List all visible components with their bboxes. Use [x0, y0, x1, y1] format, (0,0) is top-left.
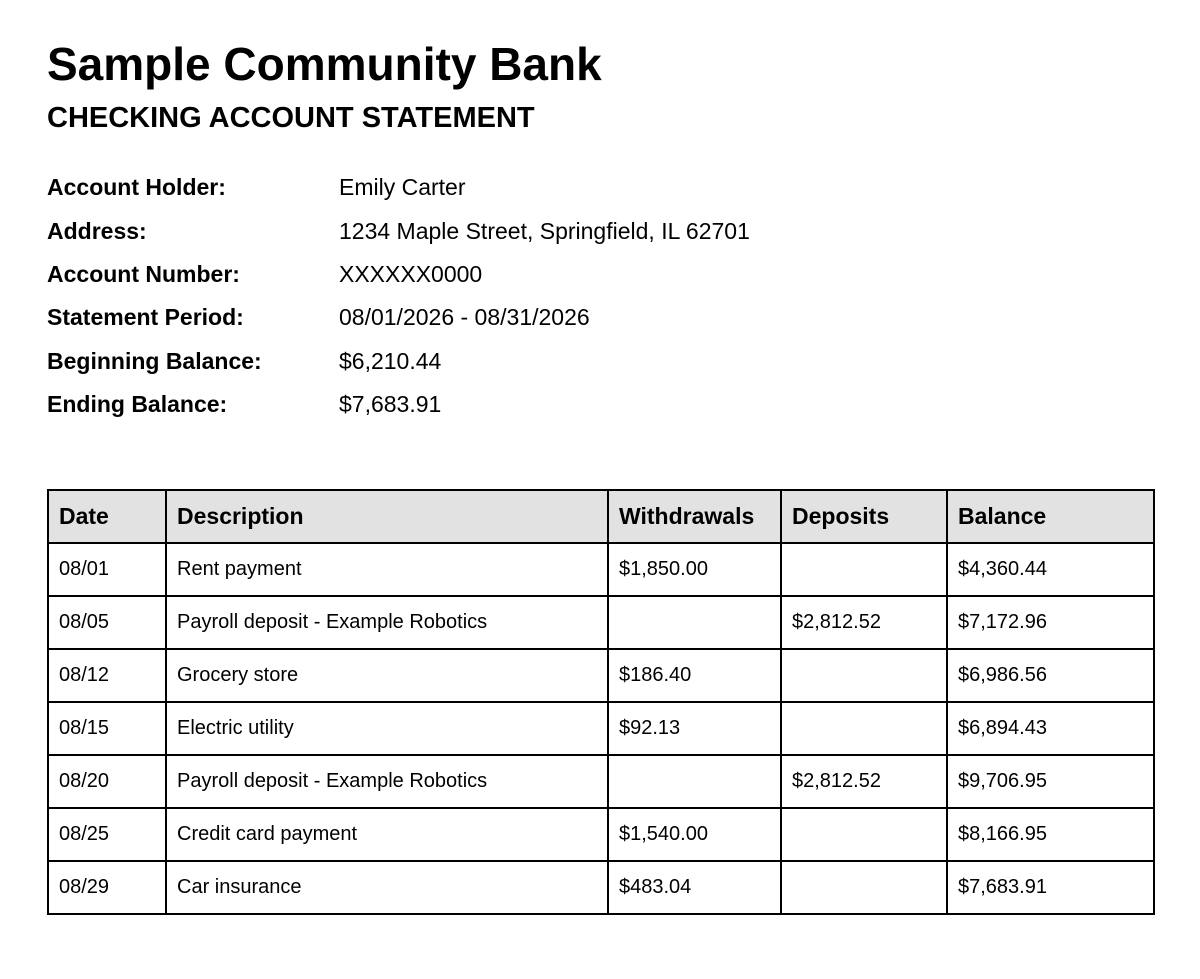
balance-cell: $8,166.95 [947, 808, 1154, 861]
date-cell: 08/25 [48, 808, 166, 861]
info-label: Statement Period: [47, 304, 244, 331]
table-row [48, 596, 1154, 649]
balance-cell: $9,706.95 [947, 755, 1154, 808]
account-holder-value: Emily Carter [339, 174, 466, 201]
balance-cell: $7,172.96 [947, 596, 1154, 649]
balance-cell: $4,360.44 [947, 543, 1154, 596]
date-cell: 08/20 [48, 755, 166, 808]
deposit-cell [781, 702, 947, 755]
info-row-statement-period [47, 296, 947, 339]
info-row-ending-balance [47, 383, 947, 426]
table-row [48, 649, 1154, 702]
info-label: Address: [47, 217, 147, 244]
date-cell: 08/12 [48, 649, 166, 702]
account-number-value: XXXXXX0000 [339, 260, 483, 287]
beginning-balance-value: $6,210.44 [339, 347, 442, 374]
deposit-cell: $2,812.52 [781, 755, 947, 808]
description-cell: Grocery store [166, 649, 608, 702]
bank-name: Sample Community Bank [47, 38, 602, 90]
deposit-cell: $2,812.52 [781, 596, 947, 649]
description-cell: Electric utility [166, 702, 608, 755]
deposit-cell [781, 808, 947, 861]
table-header-row [48, 490, 1154, 543]
info-label: Account Number: [47, 260, 240, 287]
table-row [48, 755, 1154, 808]
info-label: Beginning Balance: [47, 347, 262, 374]
account-info [47, 166, 947, 426]
balance-cell: $7,683.91 [947, 861, 1154, 914]
withdrawal-cell: $1,540.00 [608, 808, 781, 861]
withdrawal-cell: $483.04 [608, 861, 781, 914]
withdrawal-cell [608, 755, 781, 808]
column-header-deposits: Deposits [781, 490, 947, 543]
description-cell: Credit card payment [166, 808, 608, 861]
column-header-description: Description [166, 490, 608, 543]
table-row [48, 861, 1154, 914]
table-row [48, 702, 1154, 755]
info-row-address [47, 209, 947, 252]
date-cell: 08/15 [48, 702, 166, 755]
deposit-cell [781, 649, 947, 702]
info-row-account-holder [47, 166, 947, 209]
description-cell: Payroll deposit - Example Robotics [166, 596, 608, 649]
withdrawal-cell: $92.13 [608, 702, 781, 755]
statement-period-value: 08/01/2026 - 08/31/2026 [339, 304, 590, 331]
withdrawal-cell: $1,850.00 [608, 543, 781, 596]
statement-title: CHECKING ACCOUNT STATEMENT [47, 102, 535, 134]
deposit-cell [781, 543, 947, 596]
info-row-beginning-balance [47, 340, 947, 383]
column-header-withdrawals: Withdrawals [608, 490, 781, 543]
withdrawal-cell: $186.40 [608, 649, 781, 702]
description-cell: Car insurance [166, 861, 608, 914]
table-row [48, 808, 1154, 861]
description-cell: Payroll deposit - Example Robotics [166, 755, 608, 808]
transactions-table [47, 489, 1155, 915]
table-row [48, 543, 1154, 596]
info-label: Ending Balance: [47, 391, 228, 418]
date-cell: 08/29 [48, 861, 166, 914]
info-row-account-number [47, 253, 947, 296]
info-label: Account Holder: [47, 174, 226, 201]
description-cell: Rent payment [166, 543, 608, 596]
withdrawal-cell [608, 596, 781, 649]
deposit-cell [781, 861, 947, 914]
date-cell: 08/01 [48, 543, 166, 596]
column-header-date: Date [48, 490, 166, 543]
balance-cell: $6,986.56 [947, 649, 1154, 702]
address-value: 1234 Maple Street, Springfield, IL 62701 [339, 217, 750, 244]
column-header-balance: Balance [947, 490, 1154, 543]
date-cell: 08/05 [48, 596, 166, 649]
ending-balance-value: $7,683.91 [339, 391, 442, 418]
balance-cell: $6,894.43 [947, 702, 1154, 755]
